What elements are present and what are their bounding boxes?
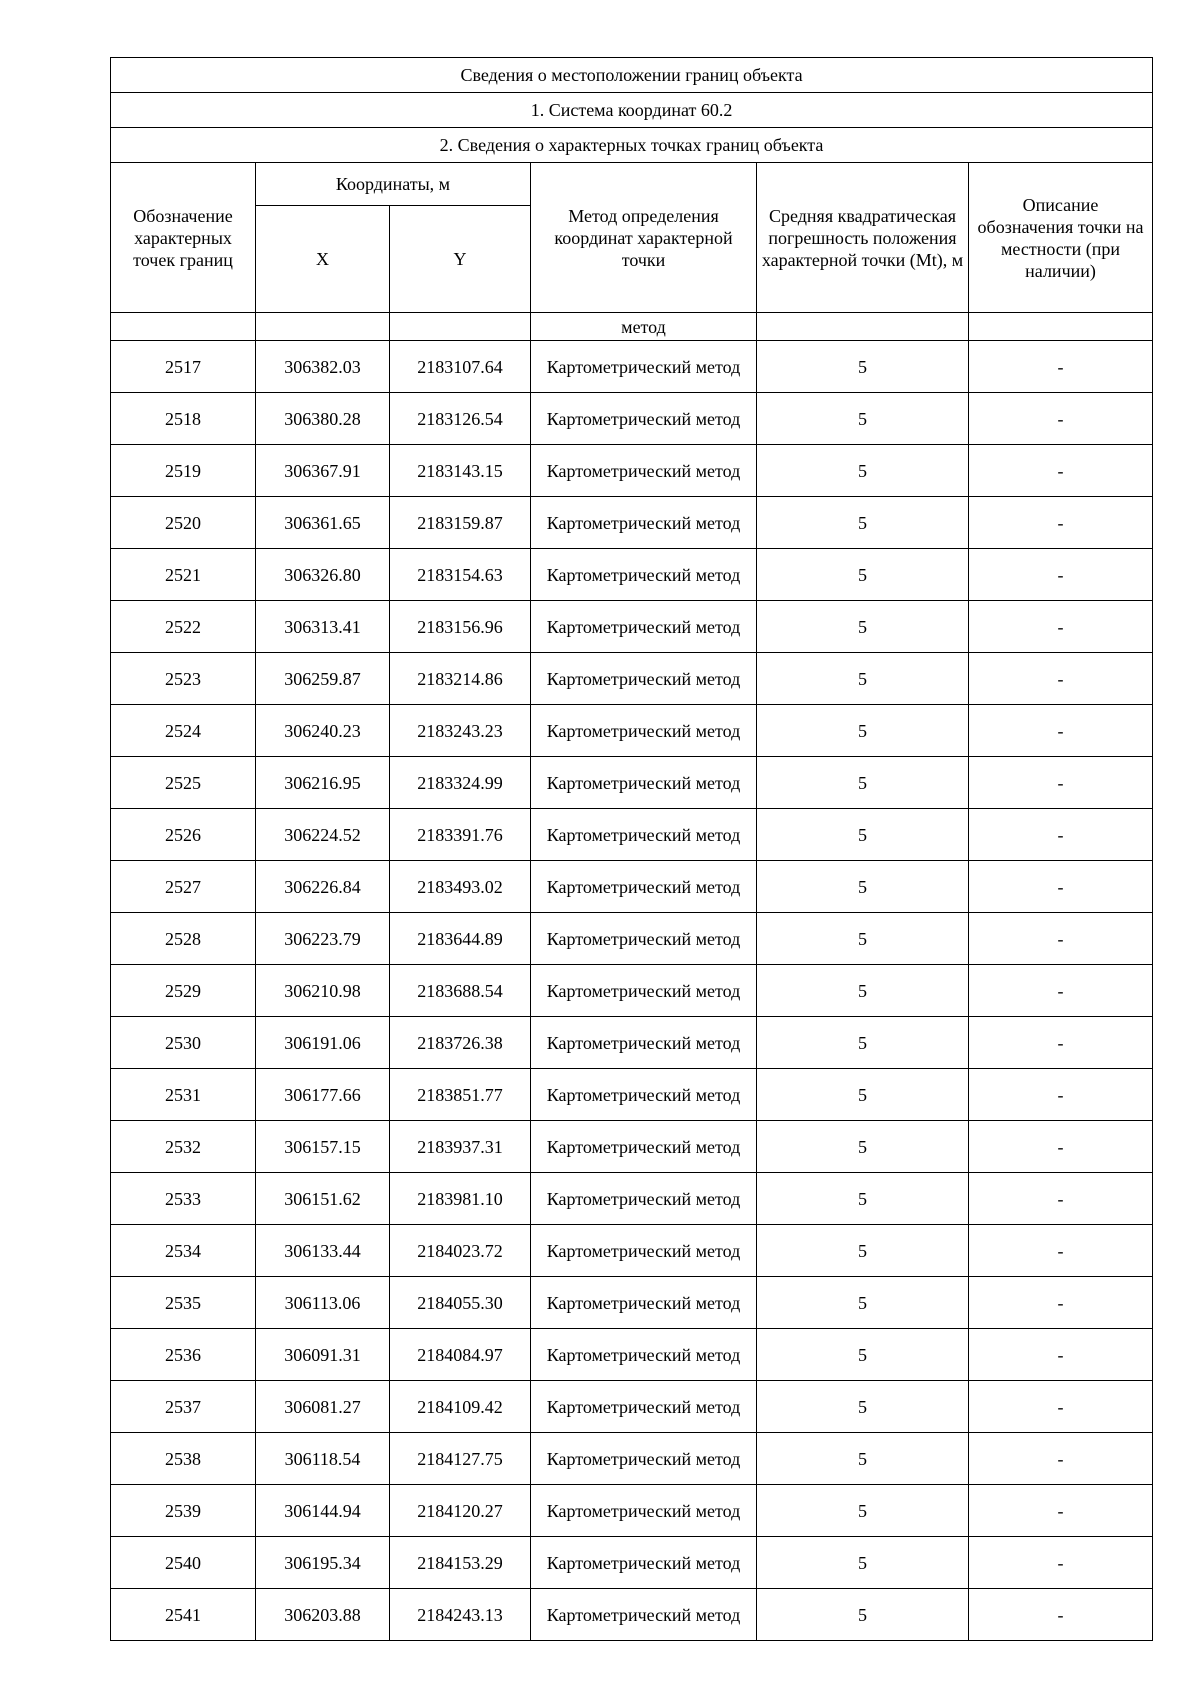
- method-cell: Картометрический метод: [531, 1017, 757, 1069]
- point-cell: 2522: [111, 601, 256, 653]
- title-row: [111, 58, 1153, 93]
- x-coordinate-cell: 306081.27: [256, 1381, 390, 1433]
- error-cell: 5: [757, 1329, 969, 1381]
- description-cell: -: [969, 1069, 1153, 1121]
- method-cell: Картометрический метод: [531, 601, 757, 653]
- y-coordinate-cell: 2183726.38: [390, 1017, 531, 1069]
- description-cell: -: [969, 757, 1153, 809]
- x-coordinate-cell: 306177.66: [256, 1069, 390, 1121]
- point-cell: 2528: [111, 913, 256, 965]
- point-cell: 2527: [111, 861, 256, 913]
- method-cell: Картометрический метод: [531, 1173, 757, 1225]
- description-cell: -: [969, 393, 1153, 445]
- x-coordinate-cell: 306380.28: [256, 393, 390, 445]
- point-cell: 2518: [111, 393, 256, 445]
- description-cell: -: [969, 1017, 1153, 1069]
- header-row-top: [111, 163, 1153, 206]
- point-cell: 2521: [111, 549, 256, 601]
- section-title-row: [111, 128, 1153, 163]
- point-cell: 2519: [111, 445, 256, 497]
- x-coordinate-cell: 306226.84: [256, 861, 390, 913]
- table-row: [111, 1329, 1153, 1381]
- point-cell: 2534: [111, 1225, 256, 1277]
- x-coordinate-cell: 306203.88: [256, 1589, 390, 1641]
- description-cell: -: [969, 913, 1153, 965]
- y-coordinate-cell: 2183937.31: [390, 1121, 531, 1173]
- description-cell: -: [969, 341, 1153, 393]
- description-cell: -: [969, 1381, 1153, 1433]
- y-coordinate-cell: 2183154.63: [390, 549, 531, 601]
- coordinate-system-row: [111, 93, 1153, 128]
- continuation-cell-empty: [390, 313, 531, 341]
- description-cell: -: [969, 861, 1153, 913]
- y-coordinate-cell: 2183243.23: [390, 705, 531, 757]
- point-cell: 2537: [111, 1381, 256, 1433]
- method-cell: Картометрический метод: [531, 757, 757, 809]
- header-error: Средняя квадратическая погрешность положения характерной точки (Mt), м: [757, 163, 969, 313]
- description-cell: -: [969, 1277, 1153, 1329]
- description-cell: -: [969, 1329, 1153, 1381]
- table-row: [111, 1277, 1153, 1329]
- continuation-method: метод: [531, 313, 757, 341]
- error-cell: 5: [757, 965, 969, 1017]
- coordinate-system: 1. Система координат 60.2: [111, 93, 1153, 128]
- x-coordinate-cell: 306382.03: [256, 341, 390, 393]
- y-coordinate-cell: 2183981.10: [390, 1173, 531, 1225]
- description-cell: -: [969, 1121, 1153, 1173]
- error-cell: 5: [757, 653, 969, 705]
- x-coordinate-cell: 306223.79: [256, 913, 390, 965]
- x-coordinate-cell: 306191.06: [256, 1017, 390, 1069]
- x-coordinate-cell: 306133.44: [256, 1225, 390, 1277]
- y-coordinate-cell: 2184243.13: [390, 1589, 531, 1641]
- table-row: [111, 1381, 1153, 1433]
- description-cell: -: [969, 1225, 1153, 1277]
- header-y: Y: [390, 206, 531, 313]
- point-cell: 2523: [111, 653, 256, 705]
- description-cell: -: [969, 1485, 1153, 1537]
- header-description: Описание обозначения точки на местности (при наличии): [969, 163, 1153, 313]
- description-cell: -: [969, 1173, 1153, 1225]
- description-cell: -: [969, 653, 1153, 705]
- y-coordinate-cell: 2184120.27: [390, 1485, 531, 1537]
- y-coordinate-cell: 2183851.77: [390, 1069, 531, 1121]
- table-row: [111, 549, 1153, 601]
- method-cell: Картометрический метод: [531, 1537, 757, 1589]
- table-row: [111, 653, 1153, 705]
- table-row: [111, 1173, 1153, 1225]
- method-cell: Картометрический метод: [531, 497, 757, 549]
- y-coordinate-cell: 2183143.15: [390, 445, 531, 497]
- error-cell: 5: [757, 1225, 969, 1277]
- y-coordinate-cell: 2183324.99: [390, 757, 531, 809]
- continuation-cell-empty: [256, 313, 390, 341]
- point-cell: 2520: [111, 497, 256, 549]
- y-coordinate-cell: 2184153.29: [390, 1537, 531, 1589]
- y-coordinate-cell: 2183126.54: [390, 393, 531, 445]
- x-coordinate-cell: 306224.52: [256, 809, 390, 861]
- table-row: [111, 1537, 1153, 1589]
- description-cell: -: [969, 965, 1153, 1017]
- point-cell: 2525: [111, 757, 256, 809]
- header-coordinates: Координаты, м: [256, 163, 531, 206]
- table-row: [111, 1225, 1153, 1277]
- method-cell: Картометрический метод: [531, 445, 757, 497]
- point-cell: 2539: [111, 1485, 256, 1537]
- method-cell: Картометрический метод: [531, 913, 757, 965]
- header-method: Метод определения координат характерной точки: [531, 163, 757, 313]
- error-cell: 5: [757, 1069, 969, 1121]
- document-title: Сведения о местоположении границ объекта: [111, 58, 1153, 93]
- x-coordinate-cell: 306367.91: [256, 445, 390, 497]
- x-coordinate-cell: 306144.94: [256, 1485, 390, 1537]
- y-coordinate-cell: 2184055.30: [390, 1277, 531, 1329]
- x-coordinate-cell: 306151.62: [256, 1173, 390, 1225]
- point-cell: 2540: [111, 1537, 256, 1589]
- point-cell: 2530: [111, 1017, 256, 1069]
- error-cell: 5: [757, 1381, 969, 1433]
- x-coordinate-cell: 306157.15: [256, 1121, 390, 1173]
- header-x: X: [256, 206, 390, 313]
- table-row: [111, 497, 1153, 549]
- error-cell: 5: [757, 809, 969, 861]
- y-coordinate-cell: 2183493.02: [390, 861, 531, 913]
- error-cell: 5: [757, 1277, 969, 1329]
- method-cell: Картометрический метод: [531, 549, 757, 601]
- error-cell: 5: [757, 861, 969, 913]
- table-row: [111, 913, 1153, 965]
- method-cell: Картометрический метод: [531, 1121, 757, 1173]
- table-row: [111, 1589, 1153, 1641]
- table-row: [111, 965, 1153, 1017]
- method-cell: Картометрический метод: [531, 1277, 757, 1329]
- error-cell: 5: [757, 757, 969, 809]
- error-cell: 5: [757, 601, 969, 653]
- x-coordinate-cell: 306113.06: [256, 1277, 390, 1329]
- table-row: [111, 601, 1153, 653]
- x-coordinate-cell: 306259.87: [256, 653, 390, 705]
- y-coordinate-cell: 2184127.75: [390, 1433, 531, 1485]
- table-row: [111, 1485, 1153, 1537]
- error-cell: 5: [757, 393, 969, 445]
- point-cell: 2536: [111, 1329, 256, 1381]
- x-coordinate-cell: 306313.41: [256, 601, 390, 653]
- section-title: 2. Сведения о характерных точках границ объекта: [111, 128, 1153, 163]
- y-coordinate-cell: 2183159.87: [390, 497, 531, 549]
- table-row: [111, 705, 1153, 757]
- point-cell: 2531: [111, 1069, 256, 1121]
- table-row: [111, 1017, 1153, 1069]
- point-cell: 2529: [111, 965, 256, 1017]
- point-cell: 2532: [111, 1121, 256, 1173]
- description-cell: -: [969, 549, 1153, 601]
- y-coordinate-cell: 2183688.54: [390, 965, 531, 1017]
- table-row: [111, 1121, 1153, 1173]
- error-cell: 5: [757, 1121, 969, 1173]
- continuation-cell-empty: [969, 313, 1153, 341]
- table-row: [111, 809, 1153, 861]
- method-cell: Картометрический метод: [531, 653, 757, 705]
- description-cell: -: [969, 445, 1153, 497]
- error-cell: 5: [757, 1433, 969, 1485]
- method-cell: Картометрический метод: [531, 393, 757, 445]
- y-coordinate-cell: 2184084.97: [390, 1329, 531, 1381]
- description-cell: -: [969, 1589, 1153, 1641]
- x-coordinate-cell: 306216.95: [256, 757, 390, 809]
- x-coordinate-cell: 306195.34: [256, 1537, 390, 1589]
- y-coordinate-cell: 2183644.89: [390, 913, 531, 965]
- method-cell: Картометрический метод: [531, 705, 757, 757]
- description-cell: -: [969, 809, 1153, 861]
- error-cell: 5: [757, 1589, 969, 1641]
- error-cell: 5: [757, 1485, 969, 1537]
- header-point-designation: Обозначение характерных точек границ: [111, 163, 256, 313]
- point-cell: 2526: [111, 809, 256, 861]
- error-cell: 5: [757, 1173, 969, 1225]
- method-cell: Картометрический метод: [531, 965, 757, 1017]
- method-cell: Картометрический метод: [531, 809, 757, 861]
- method-cell: Картометрический метод: [531, 1225, 757, 1277]
- error-cell: 5: [757, 705, 969, 757]
- y-coordinate-cell: 2183391.76: [390, 809, 531, 861]
- y-coordinate-cell: 2184023.72: [390, 1225, 531, 1277]
- point-cell: 2517: [111, 341, 256, 393]
- description-cell: -: [969, 497, 1153, 549]
- x-coordinate-cell: 306210.98: [256, 965, 390, 1017]
- x-coordinate-cell: 306091.31: [256, 1329, 390, 1381]
- error-cell: 5: [757, 341, 969, 393]
- point-cell: 2524: [111, 705, 256, 757]
- description-cell: -: [969, 1537, 1153, 1589]
- description-cell: -: [969, 1433, 1153, 1485]
- continuation-row: [111, 313, 1153, 341]
- x-coordinate-cell: 306361.65: [256, 497, 390, 549]
- y-coordinate-cell: 2183107.64: [390, 341, 531, 393]
- x-coordinate-cell: 306326.80: [256, 549, 390, 601]
- table-row: [111, 341, 1153, 393]
- error-cell: 5: [757, 549, 969, 601]
- y-coordinate-cell: 2184109.42: [390, 1381, 531, 1433]
- table-row: [111, 1069, 1153, 1121]
- method-cell: Картометрический метод: [531, 1485, 757, 1537]
- boundary-points-table: [110, 57, 1153, 1641]
- table-row: [111, 757, 1153, 809]
- x-coordinate-cell: 306118.54: [256, 1433, 390, 1485]
- table-body: [111, 58, 1153, 1641]
- method-cell: Картометрический метод: [531, 1381, 757, 1433]
- error-cell: 5: [757, 1537, 969, 1589]
- point-cell: 2541: [111, 1589, 256, 1641]
- table-row: [111, 445, 1153, 497]
- method-cell: Картометрический метод: [531, 341, 757, 393]
- method-cell: Картометрический метод: [531, 1069, 757, 1121]
- y-coordinate-cell: 2183156.96: [390, 601, 531, 653]
- x-coordinate-cell: 306240.23: [256, 705, 390, 757]
- error-cell: 5: [757, 1017, 969, 1069]
- description-cell: -: [969, 705, 1153, 757]
- point-cell: 2533: [111, 1173, 256, 1225]
- point-cell: 2535: [111, 1277, 256, 1329]
- table-row: [111, 861, 1153, 913]
- table-row: [111, 1433, 1153, 1485]
- point-cell: 2538: [111, 1433, 256, 1485]
- error-cell: 5: [757, 445, 969, 497]
- method-cell: Картометрический метод: [531, 1329, 757, 1381]
- error-cell: 5: [757, 913, 969, 965]
- continuation-cell-empty: [757, 313, 969, 341]
- method-cell: Картометрический метод: [531, 1589, 757, 1641]
- method-cell: Картометрический метод: [531, 1433, 757, 1485]
- method-cell: Картометрический метод: [531, 861, 757, 913]
- error-cell: 5: [757, 497, 969, 549]
- y-coordinate-cell: 2183214.86: [390, 653, 531, 705]
- description-cell: -: [969, 601, 1153, 653]
- continuation-cell-empty: [111, 313, 256, 341]
- table-row: [111, 393, 1153, 445]
